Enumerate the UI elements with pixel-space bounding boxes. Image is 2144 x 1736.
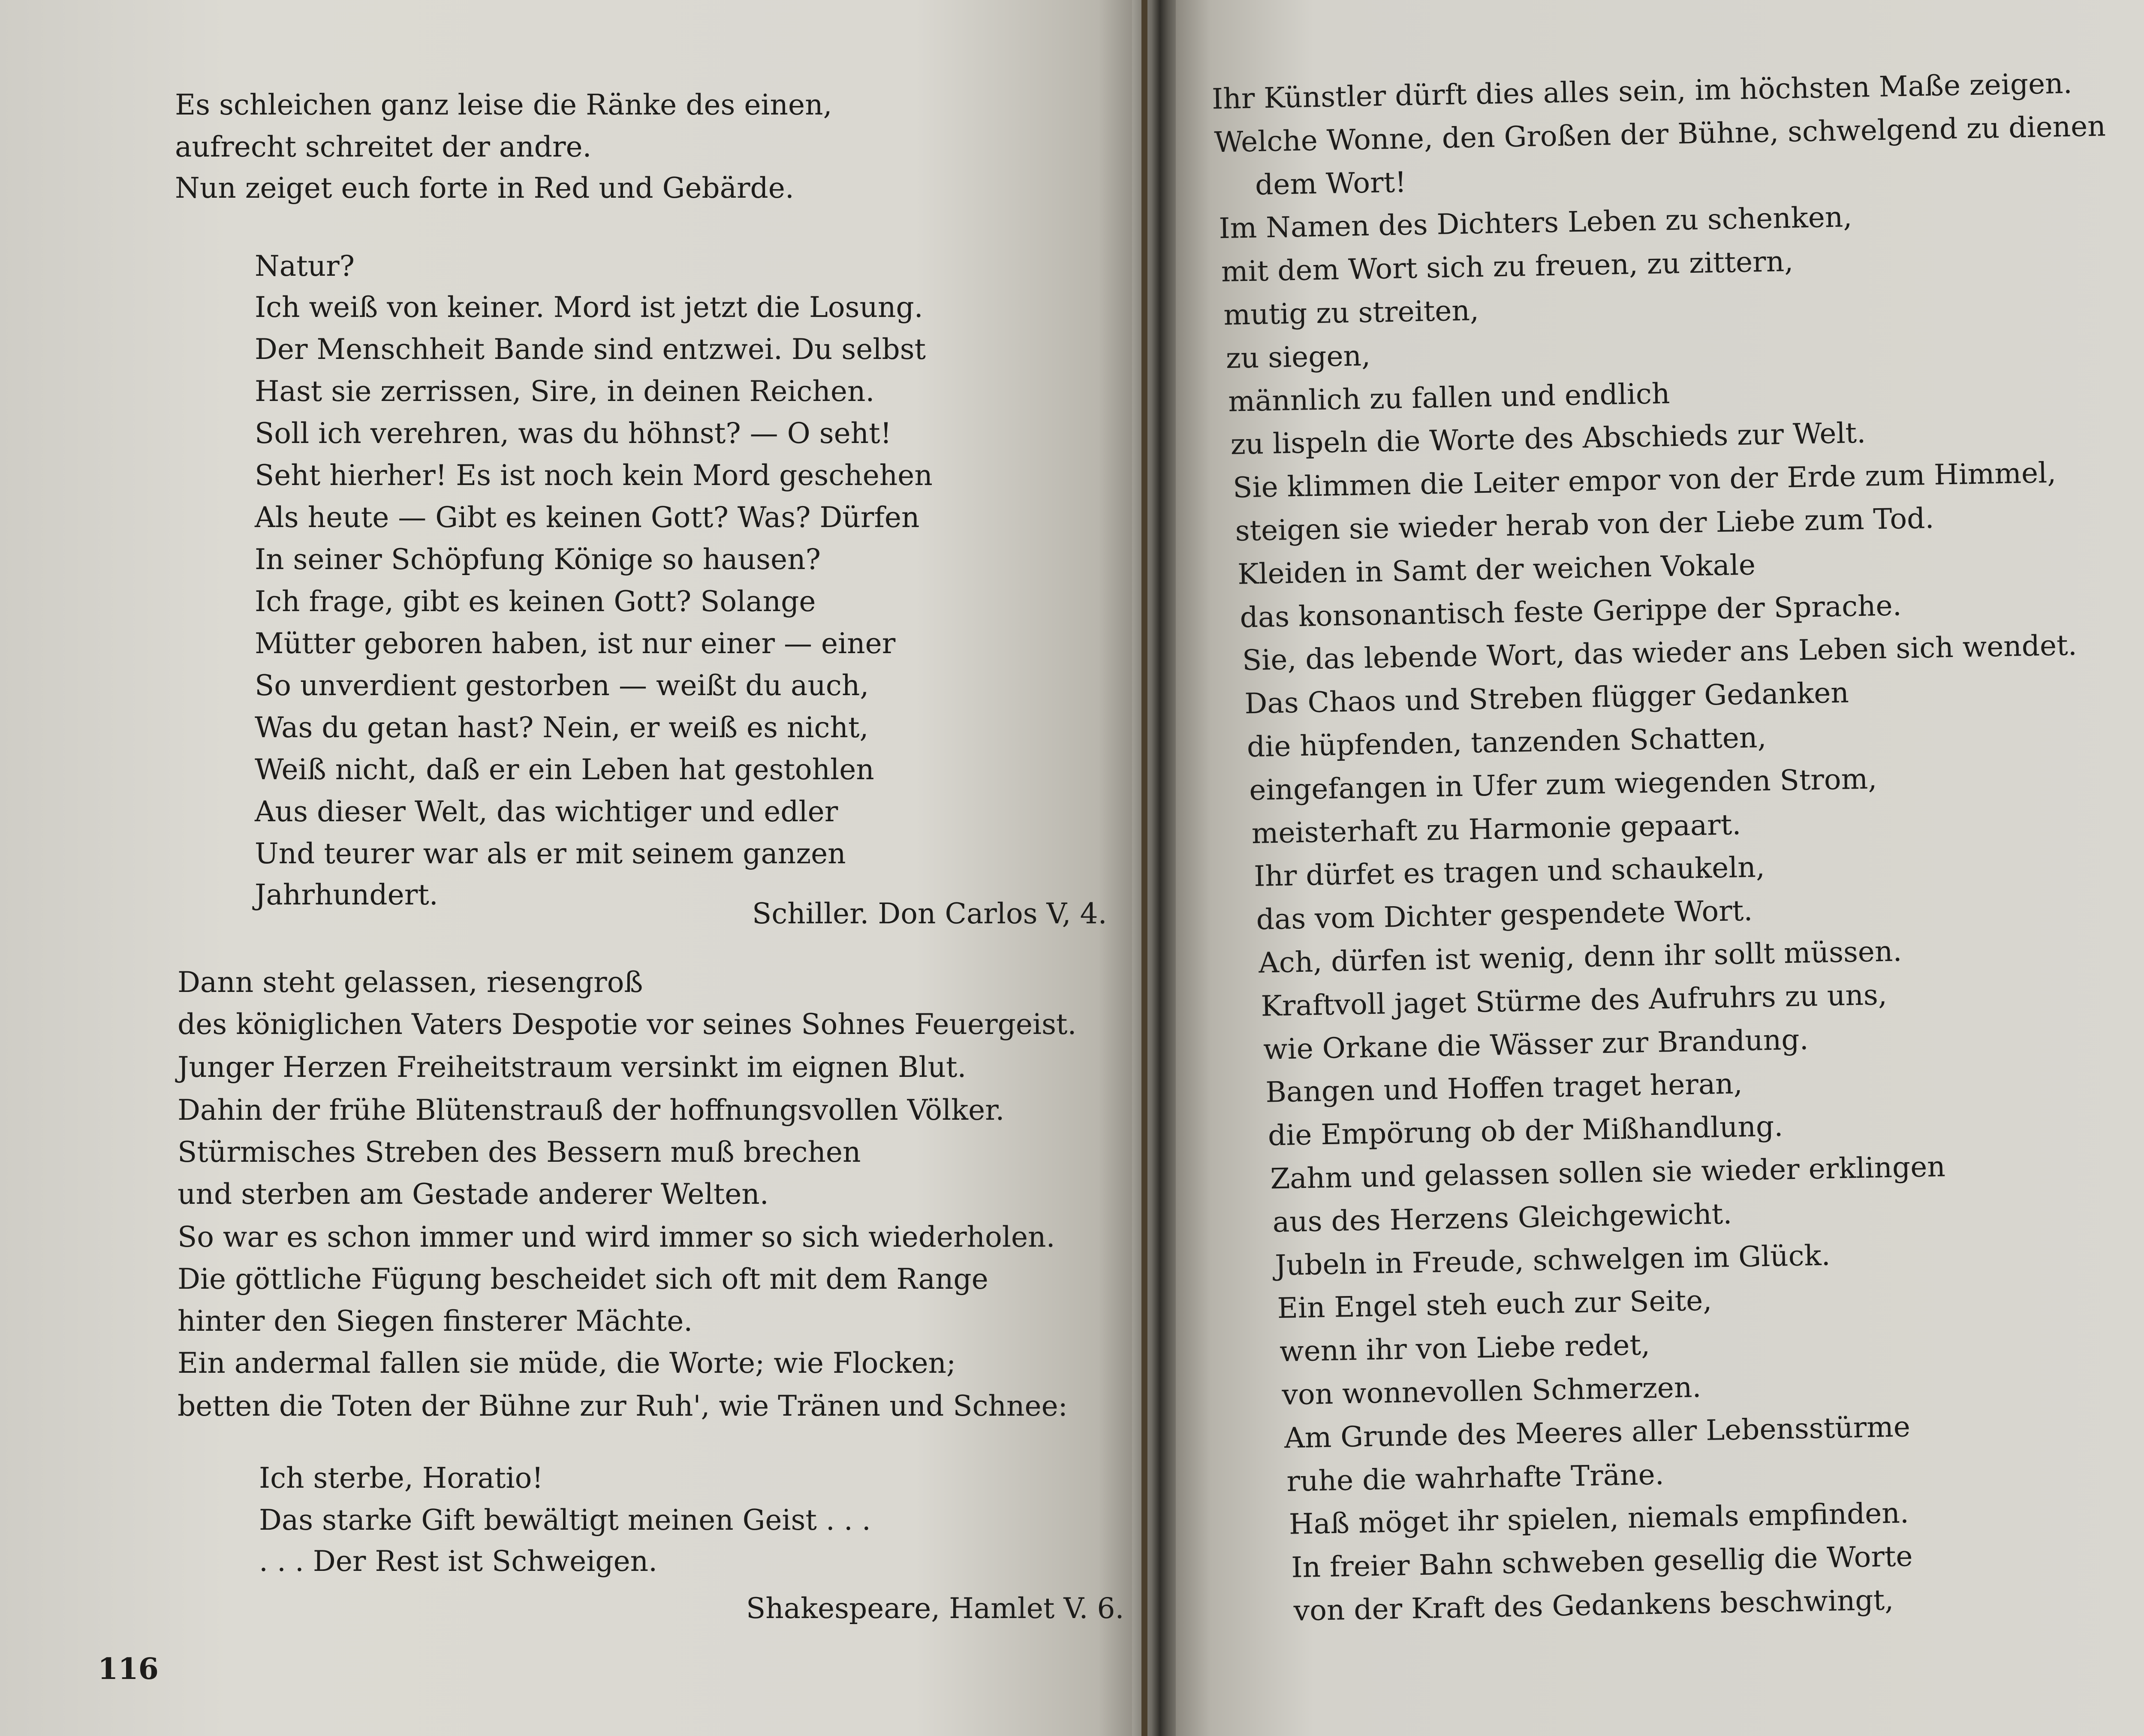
text-line: Dahin der frühe Blütenstrauß der hoffnungsvollen Völker. <box>178 1094 1005 1127</box>
text-line: mutig zu streiten, <box>1223 294 1479 332</box>
text-line: Ihr dürfet es tragen und schaukeln, <box>1253 850 1765 893</box>
quote-line: Natur? <box>255 250 355 283</box>
text-line: Kleiden in Samt der weichen Vokale <box>1237 548 1756 591</box>
text-line: die hüpfenden, tanzenden Schatten, <box>1247 721 1767 764</box>
text-line: zu siegen, <box>1226 339 1371 375</box>
text-line: meisterhaft zu Harmonie gepaart. <box>1251 808 1741 850</box>
page-number: 116 <box>98 1652 159 1686</box>
quote-attribution: Schiller. Don Carlos V, 4. <box>752 897 1107 930</box>
quote-line: Jahrhundert. <box>255 878 438 911</box>
text-line: von wonnevollen Schmerzen. <box>1281 1371 1701 1412</box>
text-line: Haß möget ihr spielen, niemals empfinden. <box>1289 1496 1909 1541</box>
quote-line: Das starke Gift bewältigt meinen Geist . . . <box>259 1504 871 1537</box>
text-line: Ihr Künstler dürft dies alles sein, im höchsten Maße zeigen. <box>1211 66 2073 116</box>
text-line: Es schleichen ganz leise die Ränke des einen, <box>175 88 832 121</box>
text-line: und sterben am Gestade anderer Welten. <box>178 1178 769 1211</box>
text-line: Bangen und Hoffen traget heran, <box>1265 1067 1743 1109</box>
spine-edge <box>1141 0 1147 1736</box>
right-page-text <box>1176 0 2144 1736</box>
text-line: wie Orkane die Wässer zur Brandung. <box>1263 1022 1809 1066</box>
quote-line: Ich sterbe, Horatio! <box>259 1462 543 1495</box>
text-line: aus des Herzens Gleichgewicht. <box>1272 1197 1732 1239</box>
quote-line: Der Menschheit Bande sind entzwei. Du selbst <box>255 333 926 366</box>
text-line: Junger Herzen Freiheitstraum versinkt im eignen Blut. <box>178 1051 967 1084</box>
text-line: Am Grunde des Meeres aller Lebensstürme <box>1284 1410 1911 1455</box>
text-line: Sie, das lebende Wort, das wieder ans Leben sich wendet. <box>1242 629 2078 677</box>
quote-line: . . . Der Rest ist Schweigen. <box>259 1545 658 1578</box>
quote-line: Aus dieser Welt, das wichtiger und edler <box>255 795 838 828</box>
text-line: eingefangen in Ufer zum wiegenden Strom, <box>1249 762 1877 807</box>
text-line: männlich zu fallen und endlich <box>1228 377 1671 418</box>
text-line: dem Wort! <box>1255 165 1407 202</box>
quote-line: Als heute — Gibt es keinen Gott? Was? Dürfen <box>255 501 920 534</box>
text-line: Das Chaos und Streben flügger Gedanken <box>1244 676 1849 720</box>
text-line: aufrecht schreitet der andre. <box>175 130 592 163</box>
quote-line: In seiner Schöpfung Könige so hausen? <box>255 543 821 576</box>
text-line: Ein andermal fallen sie müde, die Worte; wie Flocken; <box>178 1347 956 1380</box>
quote-line: Was du getan hast? Nein, er weiß es nicht, <box>255 711 869 744</box>
quote-attribution: Shakespeare, Hamlet V. 6. <box>746 1592 1124 1625</box>
text-line: betten die Toten der Bühne zur Ruh', wie Tränen und Schnee: <box>178 1389 1068 1423</box>
text-line: Zahm und gelassen sollen sie wieder erklingen <box>1270 1150 1946 1196</box>
text-line: Dann steht gelassen, riesengroß <box>178 966 643 999</box>
text-line: die Empörung ob der Mißhandlung. <box>1268 1109 1783 1152</box>
text-line: In freier Bahn schweben gesellig die Worte <box>1291 1540 1913 1584</box>
quote-line: Seht hierher! Es ist noch kein Mord geschehen <box>255 459 933 492</box>
text-line: Im Namen des Dichters Leben zu schenken, <box>1218 200 1852 245</box>
text-line: mit dem Wort sich zu freuen, zu zittern, <box>1221 244 1794 289</box>
text-line: ruhe die wahrhafte Träne. <box>1286 1458 1665 1498</box>
text-line: des königlichen Vaters Despotie vor seines Sohnes Feuergeist. <box>178 1008 1077 1041</box>
text-line: Sie klimmen die Leiter empor von der Erde zum Himmel, <box>1232 456 2057 504</box>
text-line: zu lispeln die Worte des Abschieds zur Welt. <box>1230 416 1866 461</box>
quote-line: Und teurer war als er mit seinem ganzen <box>255 837 846 870</box>
text-line: Ach, dürfen ist wenig, denn ihr sollt müssen. <box>1258 934 1903 980</box>
text-line: Die göttliche Fügung bescheidet sich oft mit dem Range <box>178 1263 988 1296</box>
quote-line: Ich weiß von keiner. Mord ist jetzt die Losung. <box>255 291 923 324</box>
quote-line: Weiß nicht, daß er ein Leben hat gestohlen <box>255 753 874 786</box>
quote-line: Hast sie zerrissen, Sire, in deinen Reichen. <box>255 375 875 408</box>
text-line: steigen sie wieder herab von der Liebe zum Tod. <box>1235 501 1935 548</box>
text-line: von der Kraft des Gedankens beschwingt, <box>1293 1583 1894 1628</box>
text-line: hinter den Siegen finsterer Mächte. <box>178 1305 693 1338</box>
quote-line: Soll ich verehren, was du höhnst? — O seht! <box>255 417 892 450</box>
text-line: das konsonantisch feste Gerippe der Sprache. <box>1239 588 1902 634</box>
text-line: Nun zeiget euch forte in Red und Gebärde. <box>175 172 794 205</box>
text-line: Welche Wonne, den Großen der Bühne, schwelgend zu dienen <box>1214 109 2106 159</box>
quote-line: Mütter geboren haben, ist nur einer — einer <box>255 627 896 660</box>
text-line: wenn ihr von Liebe redet, <box>1279 1328 1650 1368</box>
text-line: Jubeln in Freude, schwelgen im Glück. <box>1274 1239 1831 1282</box>
quote-line: Ich frage, gibt es keinen Gott? Solange <box>255 585 816 618</box>
text-line: So war es schon immer und wird immer so sich wiederholen. <box>178 1221 1055 1254</box>
text-line: Ein Engel steh euch zur Seite, <box>1277 1284 1712 1325</box>
text-line: Kraftvoll jaget Stürme des Aufruhrs zu uns, <box>1260 978 1888 1023</box>
right-page <box>1176 0 2144 1736</box>
text-line: das vom Dichter gespendete Wort. <box>1256 894 1753 937</box>
quote-line: So unverdient gestorben — weißt du auch, <box>255 669 869 702</box>
text-line: Stürmisches Streben des Bessern muß brechen <box>178 1136 861 1169</box>
